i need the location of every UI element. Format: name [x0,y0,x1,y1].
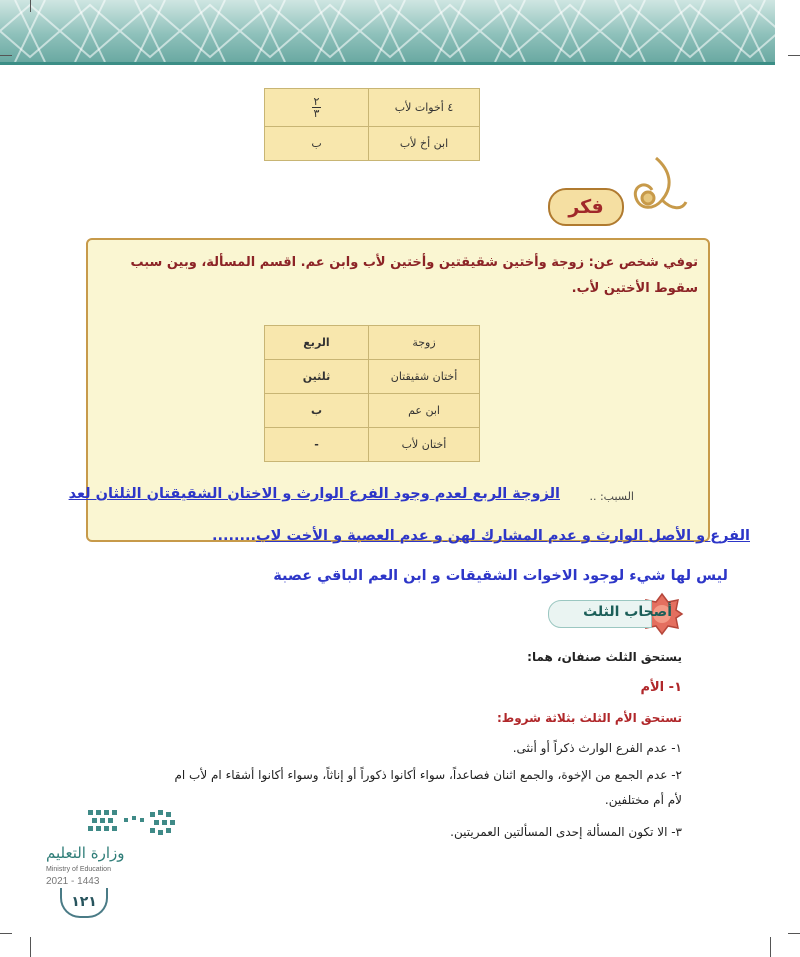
heir-cell: زوجة [369,326,480,360]
ministry-name-english: Ministry of Education [46,866,111,873]
table-row [265,127,480,161]
crop-mark [770,937,771,957]
think-badge: فكر [548,188,624,226]
banner-divider [0,62,775,65]
table-row [265,428,480,462]
section-intro: يستحق الثلث صنفان، هما: [527,650,682,664]
table-row [265,89,480,127]
share-cell: ب [265,127,369,161]
table-row [265,360,480,394]
page-number: ١٢١ [60,888,108,918]
crop-mark [788,55,800,56]
share-cell: - [265,428,369,462]
condition-2-continued: لأم أم مختلفين. [604,793,682,807]
fraction-numerator: ٢ [313,94,320,108]
ornament-icon [618,152,688,224]
section-title: أصحاب الثلث [583,604,672,620]
heir-cell: ٤ أخوات لأب [369,89,480,127]
header-banner [0,0,775,62]
reason-line-1 [69,486,560,502]
heir-cell: ابن عم [369,394,480,428]
ministry-emblem-icon [40,806,190,842]
crop-mark [0,933,12,934]
inheritance-table-top [264,88,480,161]
heir-cell: أختان شقيقتان [369,360,480,394]
geometric-pattern-icon [0,0,775,62]
reason-line-1-text: الزوجة الربع لعدم وجود الفرع الوارث و الاختان الشقيقتان الثلثان لعد [68,486,560,502]
share-cell: ب [265,394,369,428]
share-cell [265,89,369,127]
reason-label: السبب: .. [589,490,634,503]
condition-2: ٢- عدم الجمع من الإخوة، والجمع اثنان فصاعداً، سواء أكانوا ذكوراً أو إناثاً، وسواء أكانوا أشقاء ام لأب ام [174,768,682,782]
crop-mark [30,0,31,12]
item-heading: ١- الأم [640,680,682,695]
fraction [312,96,322,119]
exercise-question: توفي شخص عن: زوجة وأختين شقيقتين وأختين لأب وابن عم. اقسم المسألة، وبين سبب سقوط الأختين لأب. [130,255,698,296]
condition-1: ١- عدم الفرع الوارث ذكراً أو أنثى. [512,741,682,755]
crop-mark [0,55,12,56]
table-row [265,326,480,360]
condition-3: ٣- الا تكون المسألة إحدى المسألتين العمريتين. [450,825,682,839]
ministry-name-arabic: وزارة التعليم [46,844,125,862]
ministry-logo [40,806,190,886]
answer-table [264,325,480,462]
reason-line-2-text: الفرع و الأصل الوارث و عدم المشارك لهن و عدم العصبة و الأخت لاب [256,528,750,544]
share-cell: ثلثين [265,360,369,394]
crop-mark [788,933,800,934]
fraction-denominator: ٣ [313,106,320,120]
share-cell: الربع [265,326,369,360]
reason-line-2 [212,528,750,544]
reason-line-3: ليس لها شيء لوجود الاخوات الشقيقات و ابن العم الباقي عصبة [273,568,728,584]
heir-cell: ابن أخ لأب [369,127,480,161]
ministry-year: 2021 - 1443 [46,876,100,887]
crop-mark [30,937,31,957]
heir-cell: أختان لأب [369,428,480,462]
conditions-heading: تستحق الأم الثلث بثلاثة شروط: [496,711,682,725]
reason-dots: ........ [211,528,257,544]
table-row [265,394,480,428]
